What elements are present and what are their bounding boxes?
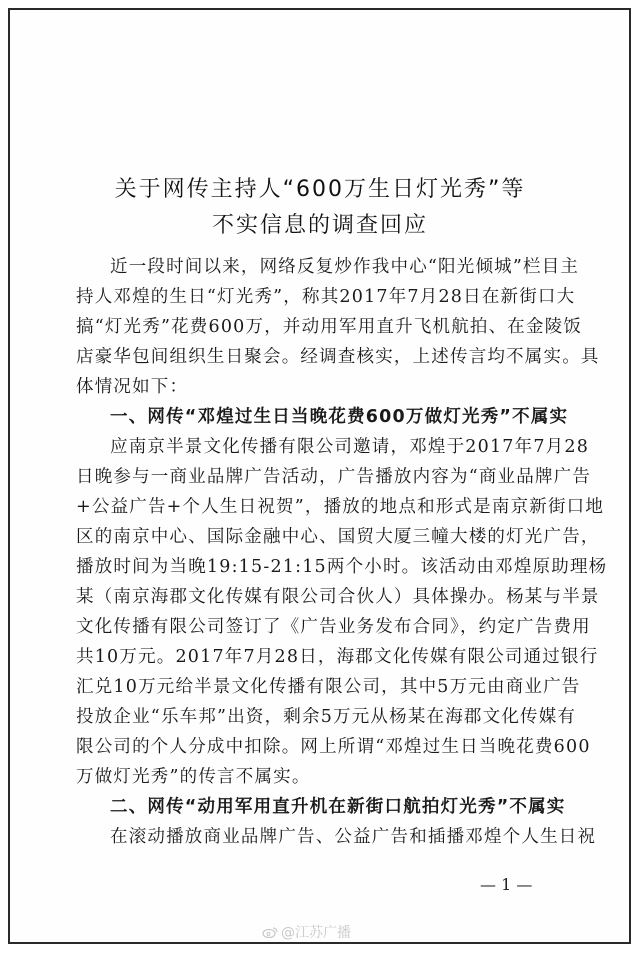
document-title-line-2: 不实信息的调查回应 xyxy=(211,213,428,238)
body-line: 应南京半景文化传播有限公司邀请，邓煌于2017年7月28 xyxy=(110,437,590,457)
watermark xyxy=(262,922,351,942)
document-body xyxy=(76,252,608,852)
body-line: 播放时间为当晚19:15-21:15两个小时。该活动由邓煌原助理杨 xyxy=(76,557,608,577)
body-line: 在滚动播放商业品牌广告、公益广告和插播邓煌个人生日祝 xyxy=(110,827,597,847)
document-title-line-1: 关于网传主持人“600万生日灯光秀”等 xyxy=(114,177,526,202)
body-line: 持人邓煌的生日“灯光秀”，称其2017年7月28日在新街口大 xyxy=(76,287,576,307)
body-line: 文化传播有限公司签订了《广告业务发布合同》，约定广告费用 xyxy=(76,617,591,637)
weibo-icon xyxy=(262,926,278,938)
body-line: 搞“灯光秀”花费600万，并动用军用直升飞机航拍、在金陵饭 xyxy=(76,317,583,337)
body-line: +公益广告+个人生日祝贺”，播放的地点和形式是南京新街口地 xyxy=(76,497,605,517)
watermark-text: @江苏广播 xyxy=(281,925,351,941)
body-line: 体情况如下： xyxy=(76,377,189,397)
section-heading: 一、网传“邓煌过生日当晚花费600万做灯光秀”不属实 xyxy=(110,407,569,427)
body-line: 区的南京中心、国际金融中心、国贸大厦三幢大楼的灯光广告， xyxy=(76,527,600,547)
body-line: 店豪华包间组织生日聚会。经调查核实，上述传言均不属实。具 xyxy=(76,347,600,367)
body-line: 限公司的个人分成中扣除。网上所谓“邓煌过生日当晚花费600 xyxy=(76,737,591,757)
page-number: — 1 — xyxy=(480,875,533,894)
body-line: 近一段时间以来，网络反复炒作我中心“阳光倾城”栏目主 xyxy=(110,257,580,277)
body-line: 汇兑10万元给半景文化传播有限公司，其中5万元由商业广告 xyxy=(76,677,581,697)
body-line: 日晚参与一商业品牌广告活动，广告播放内容为“商业品牌广告 xyxy=(76,467,592,487)
body-line: 万做灯光秀”的传言不属实。 xyxy=(76,767,311,787)
body-line: 某（南京海郡文化传媒有限公司合伙人）具体操办。杨某与半景 xyxy=(76,587,600,607)
body-line: 投放企业“乐车邦”出资，剩余5万元从杨某在海郡文化传媒有 xyxy=(76,707,577,727)
body-line: 共10万元。2017年7月28日，海郡文化传媒有限公司通过银行 xyxy=(76,647,599,667)
section-heading: 二、网传“动用军用直升机在新街口航拍灯光秀”不属实 xyxy=(110,797,566,817)
